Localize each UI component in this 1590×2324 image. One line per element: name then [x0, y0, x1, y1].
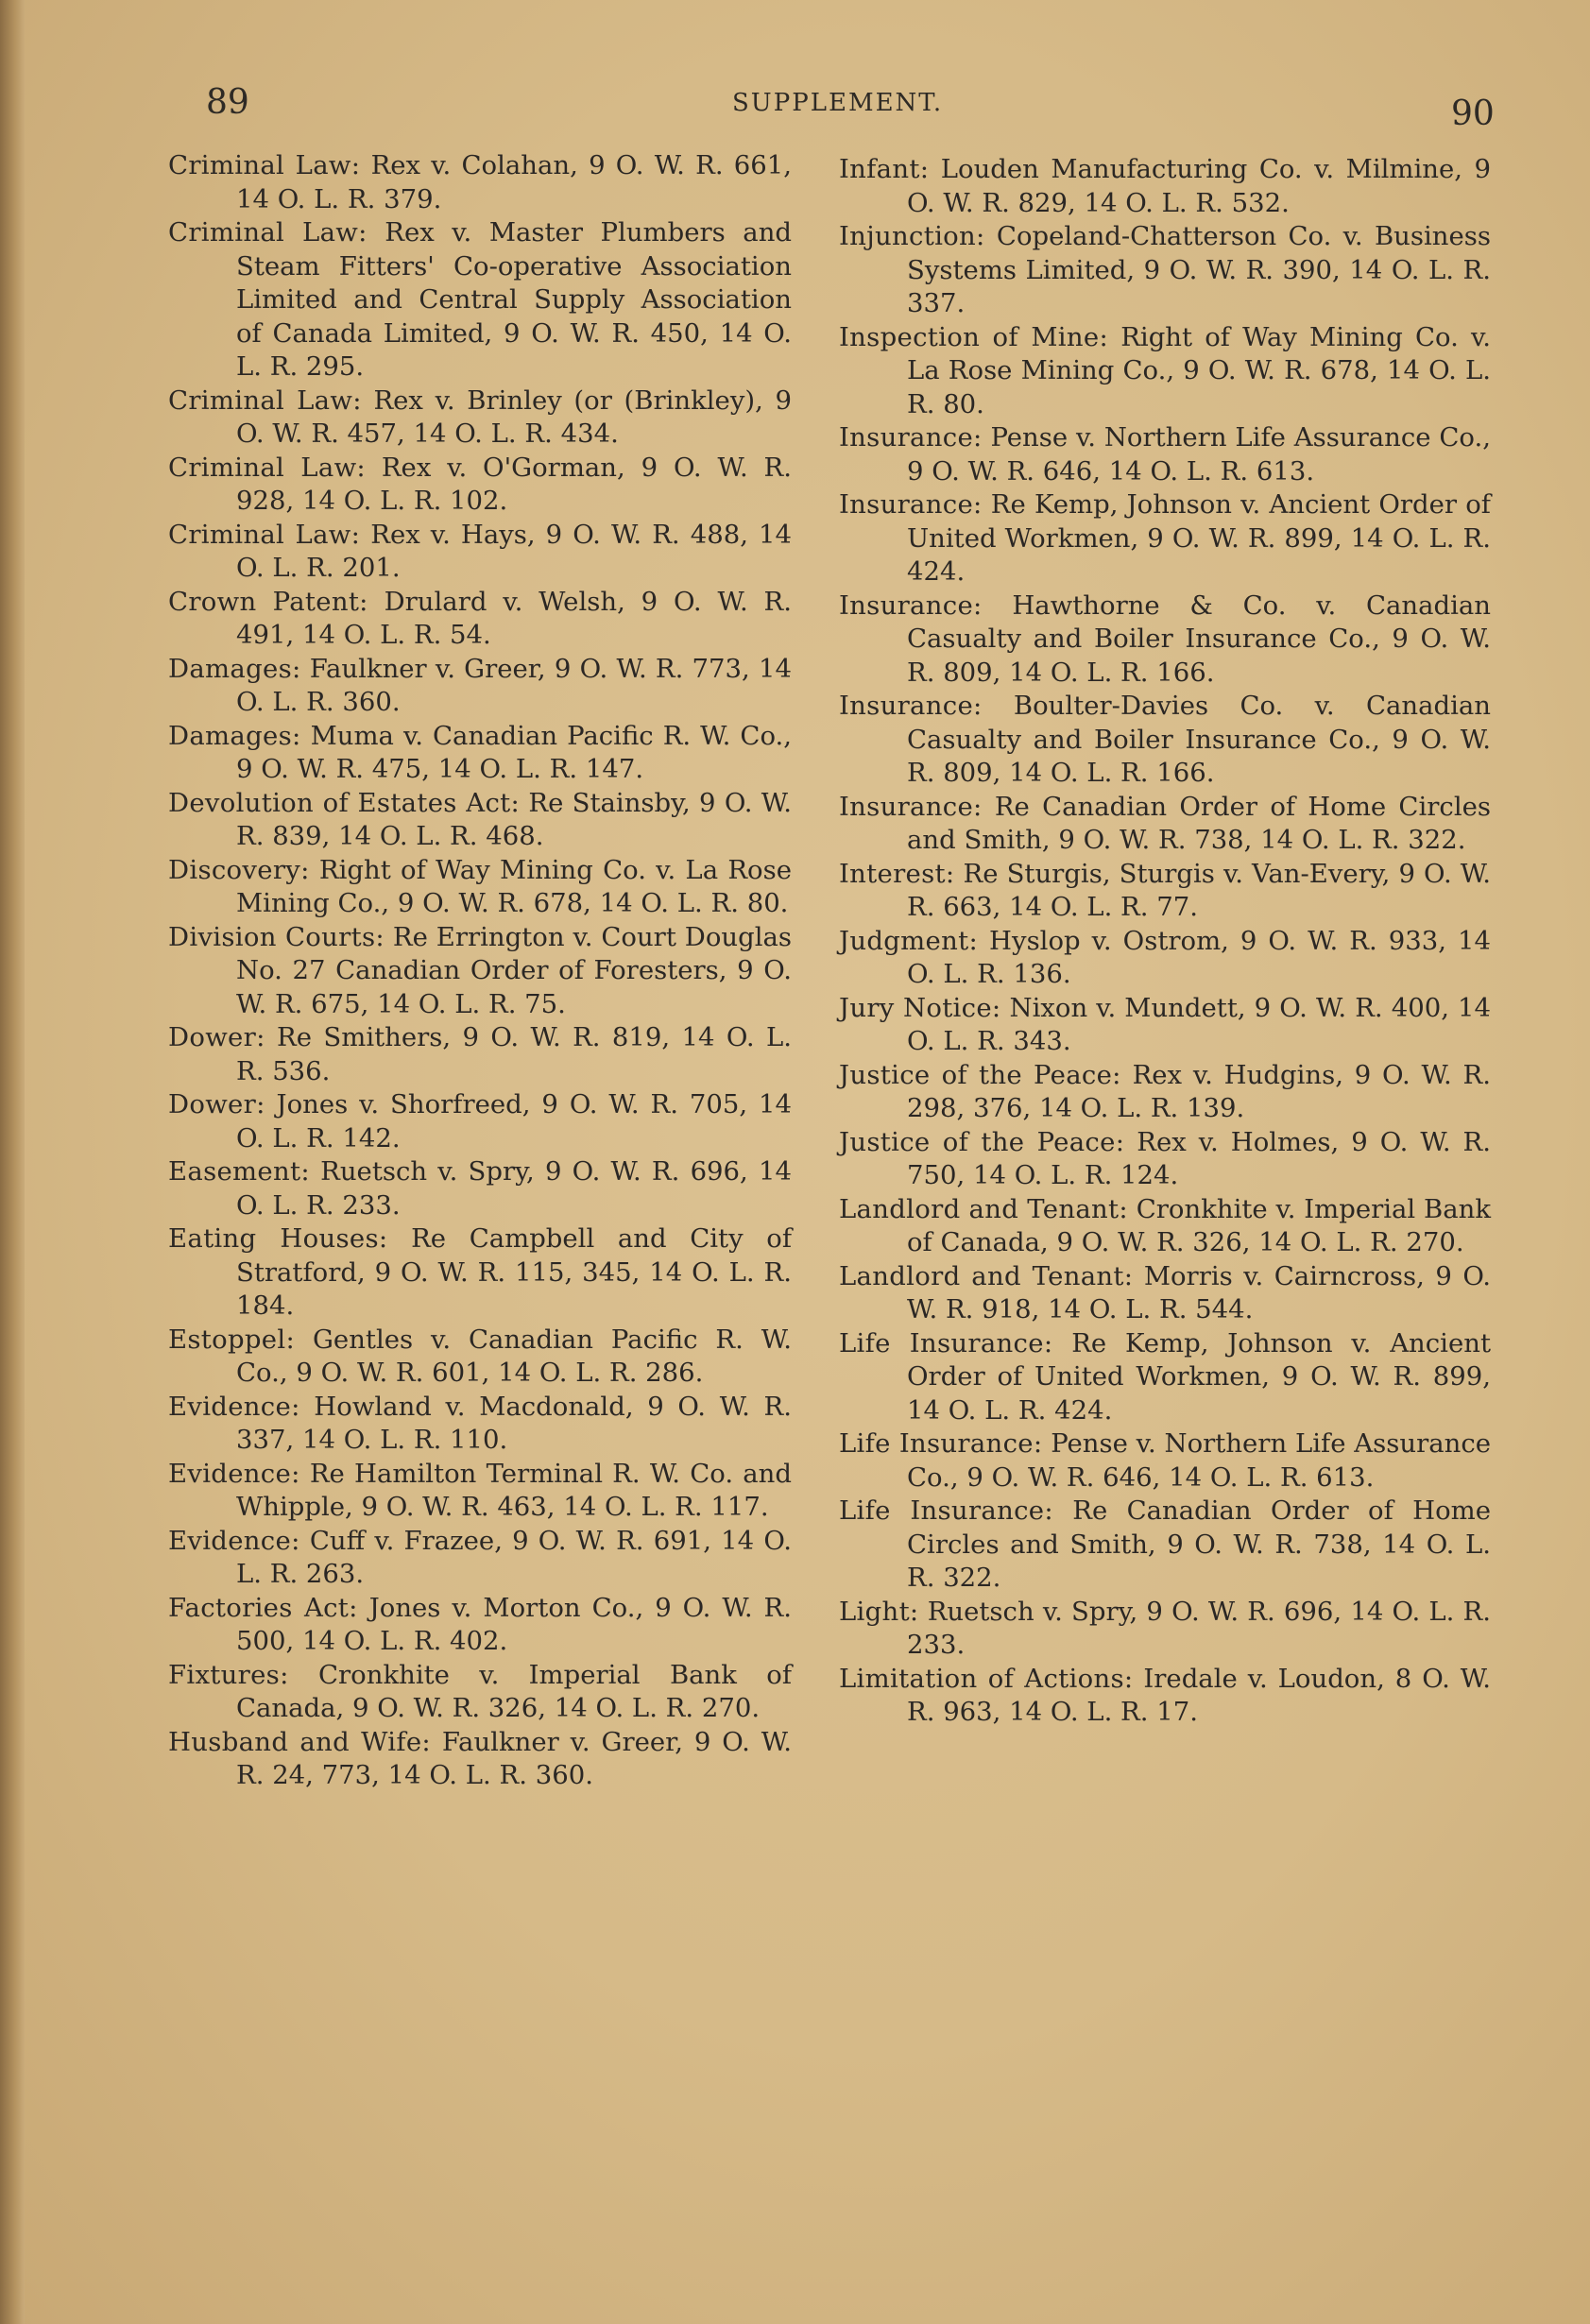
index-entry-citation: Jones v. Morton Co., 9 O. W. R. 500, 14 O. L. R. 402. [236, 1592, 792, 1656]
index-entry [839, 690, 1491, 791]
index-entry [839, 1327, 1491, 1428]
index-entry-citation: Jones v. Shorfreed, 9 O. W. R. 705, 14 O. L. R. 142. [236, 1089, 792, 1153]
index-entry [168, 452, 792, 519]
index-entry-heading: Criminal Law: [168, 150, 361, 180]
index-entry-citation: Rex v. Hays, 9 O. W. R. 488, 14 O. L. R. 201. [236, 519, 793, 583]
index-entry-heading: Fixtures: [168, 1659, 289, 1690]
index-entry [168, 519, 792, 586]
index-entry-heading: Justice of the Peace: [839, 1126, 1125, 1157]
index-entry-heading: Landlord and Tenant: [839, 1193, 1128, 1224]
index-entry-citation: Faulkner v. Greer, 9 O. W. R. 773, 14 O. L. R. 360. [236, 653, 792, 717]
index-entry-heading: Judgment: [839, 925, 979, 956]
index-entry [168, 921, 792, 1022]
index-entry-citation: Re Smithers, 9 O. W. R. 819, 14 O. L. R. 536. [236, 1022, 792, 1086]
index-entry [839, 488, 1491, 590]
index-entry-citation: Iredale v. Loudon, 8 O. W. R. 963, 14 O. L. R. 17. [907, 1663, 1492, 1727]
index-entry-citation: Re Hamilton Terminal R. W. Co. and Whipple, 9 O. W. R. 463, 14 O. L. R. 117. [236, 1458, 792, 1522]
index-entry-heading: Division Courts: [168, 921, 385, 952]
index-entry-heading: Damages: [168, 653, 301, 684]
index-entry-heading: Evidence: [168, 1391, 300, 1422]
index-entry-heading: Evidence: [168, 1525, 300, 1556]
index-entry [168, 1458, 792, 1525]
index-entry-heading: Insurance: [839, 791, 983, 822]
index-entry-citation: Re Errington v. Court Douglas No. 27 Canadian Order of Foresters, 9 O. W. R. 675, 14 O. L. R. 75. [236, 921, 792, 1019]
index-entry-heading: Eating Houses: [168, 1223, 388, 1254]
index-entry-citation: Louden Manufacturing Co. v. Milmine, 9 O. W. R. 829, 14 O. L. R. 532. [907, 154, 1491, 218]
index-entry-heading: Evidence: [168, 1458, 300, 1489]
index-entry [839, 992, 1491, 1059]
index-entry-heading: Insurance: [839, 489, 983, 520]
index-entry-citation: Right of Way Mining Co. v. La Rose Mining Co., 9 O. W. R. 678, 14 O. L. R. 80. [236, 854, 792, 918]
index-entry-citation: Faulkner v. Greer, 9 O. W. R. 24, 773, 14 O. L. R. 360. [236, 1726, 792, 1790]
index-entry-citation: Rex v. Master Plumbers and Steam Fitters' Co-operative Association Limited and Central Supply Association of Canada Limited, 9 O. W. R. 450, 14 O. L. R. 295. [236, 217, 793, 382]
index-entry [839, 590, 1491, 691]
index-entry [168, 1021, 792, 1088]
index-entry-heading: Interest: [839, 858, 955, 889]
index-entry-citation: Ruetsch v. Spry, 9 O. W. R. 696, 14 O. L. R. 233. [236, 1156, 792, 1221]
index-entry-heading: Light: [839, 1596, 919, 1627]
index-entry-citation: Boulter-Davies Co. v. Canadian Casualty and Boiler Insurance Co., 9 O. W. R. 809, 14 O. L. R. 166. [907, 691, 1491, 788]
index-entry-heading: Crown Patent: [168, 586, 368, 617]
index-entry [839, 321, 1491, 422]
index-entry-citation: Re Stainsby, 9 O. W. R. 839, 14 O. L. R. 468. [236, 787, 792, 851]
index-entry [168, 1592, 792, 1659]
index-entry-citation: Pense v. Northern Life Assurance Co., 9 O. W. R. 646, 14 O. L. R. 613. [907, 422, 1491, 487]
index-entry-heading: Damages: [168, 720, 301, 751]
index-entry [839, 1663, 1491, 1730]
index-entry-heading: Easement: [168, 1156, 310, 1187]
index-entry [839, 220, 1491, 321]
index-entry-citation: Rex v. Holmes, 9 O. W. R. 750, 14 O. L. R. 124. [907, 1126, 1491, 1190]
index-entry [168, 787, 792, 854]
left-index-column [168, 149, 792, 1793]
index-entry [839, 1193, 1491, 1260]
index-entry-citation: Re Campbell and City of Stratford, 9 O. W. R. 115, 345, 14 O. L. R. 184. [236, 1223, 792, 1321]
index-entry-heading: Limitation of Actions: [839, 1663, 1134, 1694]
index-entry-heading: Life Insurance: [839, 1327, 1053, 1359]
index-entry-heading: Landlord and Tenant: [839, 1260, 1134, 1291]
index-entry-citation: Cuff v. Frazee, 9 O. W. R. 691, 14 O. L. R. 263. [236, 1525, 792, 1589]
index-entry [839, 858, 1491, 925]
index-entry-citation: Re Sturgis, Sturgis v. Van-Every, 9 O. W. R. 663, 14 O. L. R. 77. [907, 858, 1491, 922]
index-entry-citation: Rex v. Colahan, 9 O. W. R. 661, 14 O. L. R. 379. [236, 150, 793, 214]
index-entry-heading: Life Insurance: [839, 1495, 1053, 1526]
index-entry [839, 791, 1491, 858]
index-entry [839, 1059, 1491, 1126]
index-entry-citation: Rex v. Hudgins, 9 O. W. R. 298, 376, 14 O. L. R. 139. [907, 1059, 1491, 1123]
index-entry-heading: Discovery: [168, 854, 310, 885]
index-entry [168, 149, 792, 216]
index-entry-citation: Hyslop v. Ostrom, 9 O. W. R. 933, 14 O. L. R. 136. [907, 925, 1491, 989]
index-entry-citation: Rex v. Brinley (or (Brinkley), 9 O. W. R. 457, 14 O. L. R. 434. [236, 384, 792, 449]
index-entry-heading: Estoppel: [168, 1324, 296, 1355]
index-entry-heading: Dower: [168, 1022, 265, 1052]
index-entry [168, 384, 792, 452]
running-title: SUPPLEMENT. [732, 89, 944, 117]
index-entry-heading: Criminal Law: [168, 217, 368, 248]
right-page-number: 90 [1451, 94, 1495, 133]
index-entry [168, 216, 792, 384]
index-entry-citation: Drulard v. Welsh, 9 O. W. R. 491, 14 O. L. R. 54. [236, 586, 792, 650]
index-entry-heading: Insurance: [839, 691, 983, 721]
index-entry-citation: Right of Way Mining Co. v. La Rose Mining Co., 9 O. W. R. 678, 14 O. L. R. 80. [907, 321, 1491, 419]
index-entry [839, 1427, 1491, 1495]
index-entry-heading: Factories Act: [168, 1592, 358, 1623]
index-entry [168, 1726, 792, 1793]
index-entry [839, 1260, 1491, 1327]
index-entry [168, 1525, 792, 1592]
index-entry-citation: Ruetsch v. Spry, 9 O. W. R. 696, 14 O. L. R. 233. [907, 1596, 1491, 1660]
index-entry-citation: Gentles v. Canadian Pacific R. W. Co., 9 O. W. R. 601, 14 O. L. R. 286. [236, 1324, 792, 1388]
index-entry [839, 925, 1491, 992]
index-entry [168, 653, 792, 720]
index-entry [839, 421, 1491, 488]
index-entry-heading: Husband and Wife: [168, 1726, 431, 1757]
index-entry-citation: Cronkhite v. Imperial Bank of Canada, 9 O. W. R. 326, 14 O. L. R. 270. [907, 1193, 1491, 1257]
index-entry-heading: Devolution of Estates Act: [168, 787, 521, 818]
index-entry-heading: Jury Notice: [839, 992, 1001, 1023]
index-entry-citation: Morris v. Cairncross, 9 O. W. R. 918, 14 O. L. R. 544. [907, 1260, 1491, 1324]
index-entry-heading: Infant: [839, 154, 930, 184]
index-entry [168, 1155, 792, 1222]
index-entry [839, 1495, 1491, 1596]
index-entry [839, 1596, 1491, 1663]
index-entry-citation: Copeland-Chatterson Co. v. Business Systems Limited, 9 O. W. R. 390, 14 O. L. R. 337. [907, 221, 1491, 318]
index-entry [839, 1126, 1491, 1193]
right-index-column [839, 153, 1491, 1730]
index-entry-heading: Life Insurance: [839, 1428, 1043, 1459]
index-entry [168, 1391, 792, 1458]
index-entry-citation: Re Kemp, Johnson v. Ancient Order of United Workmen, 9 O. W. R. 899, 14 O. L. R. 424. [907, 489, 1491, 587]
index-entry-heading: Dower: [168, 1089, 265, 1119]
index-entry-citation: Re Canadian Order of Home Circles and Smith, 9 O. W. R. 738, 14 O. L. R. 322. [907, 1495, 1491, 1593]
index-entry-citation: Rex v. O'Gorman, 9 O. W. R. 928, 14 O. L. R. 102. [236, 452, 792, 516]
index-entry-heading: Injunction: [839, 221, 985, 251]
index-entry [168, 1088, 792, 1155]
index-entry-citation: Re Canadian Order of Home Circles and Smith, 9 O. W. R. 738, 14 O. L. R. 322. [907, 791, 1491, 855]
index-entry [168, 586, 792, 653]
index-entry-heading: Inspection of Mine: [839, 321, 1109, 352]
index-entry-citation: Muma v. Canadian Pacific R. W. Co., 9 O. W. R. 475, 14 O. L. R. 147. [236, 720, 792, 784]
index-entry-heading: Insurance: [839, 590, 983, 621]
index-entry-citation: Hawthorne & Co. v. Canadian Casualty and Boiler Insurance Co., 9 O. W. R. 809, 14 O. L. R. 166. [907, 590, 1491, 688]
index-entry [168, 1324, 792, 1391]
index-entry-heading: Criminal Law: [168, 452, 366, 483]
index-entry-citation: Nixon v. Mundett, 9 O. W. R. 400, 14 O. L. R. 343. [907, 992, 1491, 1056]
index-entry [839, 153, 1491, 220]
index-entry [168, 1659, 792, 1726]
index-entry [168, 854, 792, 921]
index-entry [168, 720, 792, 787]
index-entry-heading: Insurance: [839, 422, 983, 453]
index-entry-citation: Pense v. Northern Life Assurance Co., 9 O. W. R. 646, 14 O. L. R. 613. [907, 1428, 1492, 1493]
index-entry-heading: Justice of the Peace: [839, 1059, 1121, 1090]
index-entry-heading: Criminal Law: [168, 384, 362, 416]
index-entry-citation: Howland v. Macdonald, 9 O. W. R. 337, 14 O. L. R. 110. [236, 1391, 792, 1455]
index-entry-citation: Cronkhite v. Imperial Bank of Canada, 9 O. W. R. 326, 14 O. L. R. 270. [236, 1659, 792, 1723]
page-binding-edge [0, 0, 25, 2324]
left-page-number: 89 [206, 83, 249, 122]
index-entry-citation: Re Kemp, Johnson v. Ancient Order of United Workmen, 9 O. W. R. 899, 14 O. L. R. 424. [907, 1327, 1492, 1426]
index-entry [168, 1222, 792, 1324]
index-entry-heading: Criminal Law: [168, 519, 361, 550]
